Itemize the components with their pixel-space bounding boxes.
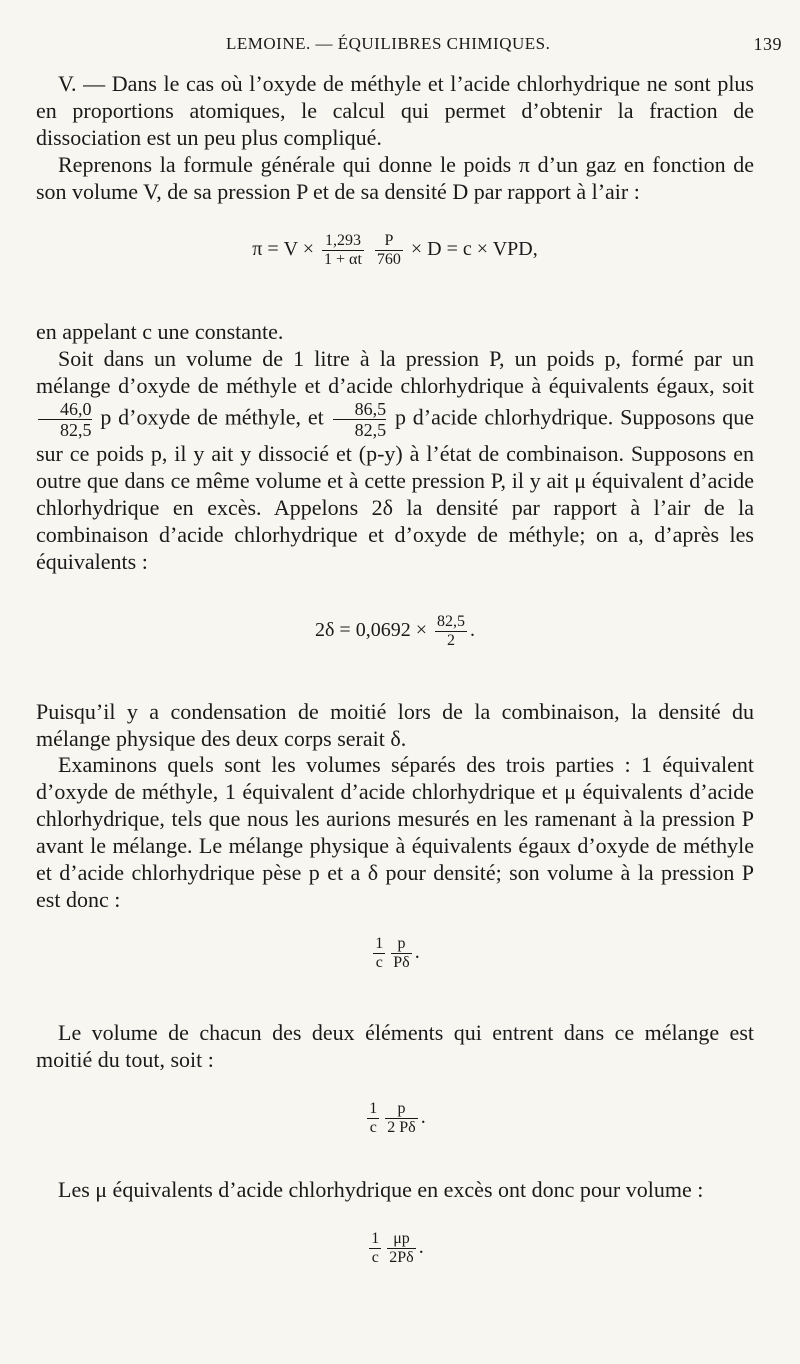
fraction-denominator: 2Pδ <box>389 1249 414 1266</box>
text-segment: p d’oxyde de méthyle, et <box>100 404 324 430</box>
fraction-numerator: 1 <box>371 1230 380 1247</box>
fraction-denominator: c <box>373 953 385 972</box>
paragraph-constant <box>36 318 754 345</box>
paragraph-general-formula: Reprenons la formule générale qui donne le poids π d’un gaz en fonction de son volume V, de sa pression P et de sa densité D par rapport à l’air : <box>36 152 754 204</box>
paragraph-half-volume-text: Le volume de chacun des deux éléments qui entrent dans ce mélange est moitié du tout, soit : <box>36 1020 754 1072</box>
paragraph-condensation-text: Puisqu’il y a condensation de moitié lors de la combinaison, la densité du mélange physique des deux corps serait δ. <box>36 699 754 751</box>
equation-end: . <box>420 1106 426 1129</box>
fraction-denominator: 1 + αt <box>324 251 362 268</box>
fraction-numerator: p <box>397 1100 406 1117</box>
equation-gas-weight <box>36 232 754 269</box>
equation-end: . <box>418 1236 424 1259</box>
text-segment: Soit dans un volume de 1 litre à la pression P, un poids p, formé par un mélange d’oxyde de méthyle et d’acide chlorhydrique à équivalents égaux, soit <box>36 346 754 398</box>
paragraph-excess <box>36 1176 754 1203</box>
paragraph-mixture-text <box>36 345 754 575</box>
fraction-numerator: 1 <box>375 935 384 952</box>
fraction-numerator: 1 <box>369 1100 378 1117</box>
fraction-one-over-c <box>367 1100 379 1137</box>
fraction-numerator: 1,293 <box>324 232 361 249</box>
equation-volume-half <box>36 1100 754 1137</box>
equation-right: × D = c × VPD, <box>410 238 538 261</box>
fraction-equivalent <box>435 613 467 650</box>
fraction-numerator: P <box>384 232 394 249</box>
fraction-numerator: 46,0 <box>60 399 92 419</box>
fraction-denominator: 760 <box>376 251 401 268</box>
fraction-density-factor <box>322 232 364 269</box>
equation-end: . <box>469 619 475 642</box>
fraction-pressure-factor <box>375 232 403 269</box>
running-header <box>36 34 782 58</box>
fraction-one-over-c <box>369 1230 381 1267</box>
paragraph-volumes <box>36 751 754 913</box>
fraction-denominator: 2 <box>435 631 467 650</box>
fraction-numerator: μp <box>393 1230 410 1247</box>
text-segment: p d’acide chlorhydrique. Supposons que sur ce poids p, il y ait y dissocié et (p-y) à l’état de combinaison. Supposons en outre que dans ce même volume et à cette pression P, il y ait μ équivalent d’acide chlorhydrique en excès. Appelons 2δ la densité par rapport à l’air de la combinaison d’acide chlorhydrique et d’oxyde de méthyle; on a, d’après les équivalents : <box>36 404 755 574</box>
fraction-numerator: 86,5 <box>354 399 387 419</box>
page-number: 139 <box>753 34 782 54</box>
fraction-mup-over-2pdelta <box>387 1230 415 1267</box>
fraction-numerator: 82,5 <box>436 613 465 630</box>
fraction-denominator: c <box>369 1248 381 1267</box>
paragraph-excess-text: Les μ équivalents d’acide chlorhydrique en excès ont donc pour volume : <box>58 1177 704 1202</box>
paragraph-formula-intro <box>36 151 754 205</box>
fraction-denominator: 2 Pδ <box>387 1119 416 1136</box>
fraction-denominator: 82,5 <box>333 419 387 440</box>
equation-left: π = V × <box>252 238 315 261</box>
equation-left: 2δ = 0,0692 × <box>315 619 427 642</box>
paragraph-volumes-text: Examinons quels sont les volumes séparés des trois parties : 1 équivalent d’oxyde de méthyle, 1 équivalent d’acide chlorhydrique et μ équivalents d’acide chlorhydrique, tels que nous les aurions mesurés en les ramenant à la pression P avant le mélange. Le mélange physique à équivalents égaux d’oxyde de méthyle et d’acide chlorhydrique pèse p et a δ pour densité; son volume à la pression P est donc : <box>36 752 754 912</box>
equation-density-2delta <box>36 613 754 650</box>
fraction-numerator: p <box>397 935 406 952</box>
equation-volume-excess <box>36 1230 754 1267</box>
fraction-one-over-c <box>373 935 385 972</box>
fraction-methyl-oxide <box>38 399 92 440</box>
paragraph-intro: V. — Dans le cas où l’oxyde de méthyle et l’acide chlorhydrique ne sont plus en proportions atomiques, le calcul qui permet d’obtenir la fraction de dissociation est un peu plus compliqué. <box>36 71 754 150</box>
fraction-p-over-2pdelta <box>385 1100 417 1137</box>
fraction-denominator: c <box>367 1118 379 1137</box>
paragraph-section-v <box>36 70 754 151</box>
fraction-hydrochloric-acid <box>333 399 387 440</box>
paragraph-mixture <box>36 345 754 575</box>
paragraph-condensation <box>36 698 754 752</box>
fraction-denominator: 82,5 <box>38 419 92 440</box>
equation-volume-mixture <box>36 935 754 972</box>
paragraph-constant-text: en appelant c une constante. <box>36 319 284 344</box>
fraction-p-over-pdelta <box>391 935 411 972</box>
paragraph-half-volume <box>36 1019 754 1073</box>
running-title: LEMOINE. — ÉQUILIBRES CHIMIQUES. <box>226 34 551 53</box>
equation-end: . <box>414 941 420 964</box>
fraction-denominator: Pδ <box>393 954 410 971</box>
